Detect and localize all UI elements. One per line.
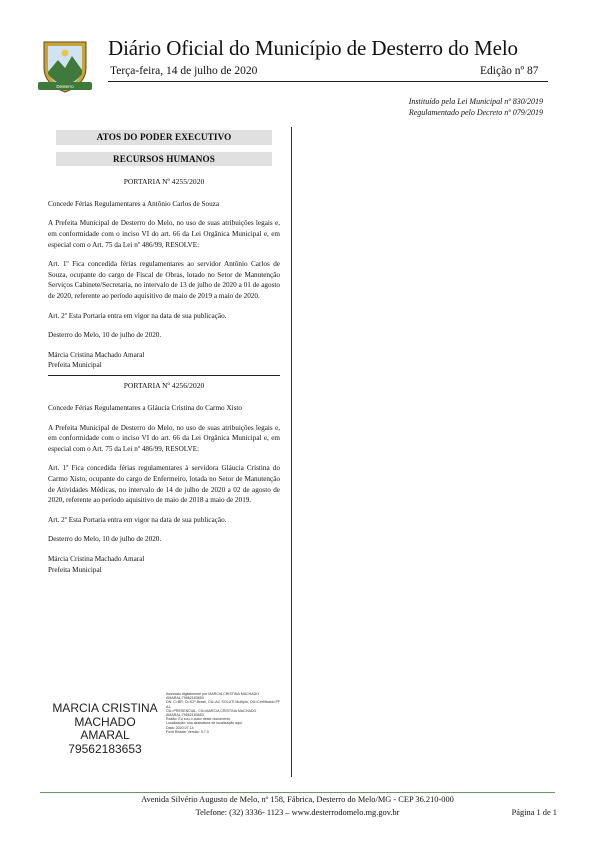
municipal-crest-icon (36, 38, 94, 96)
newspaper-title: Diário Oficial do Município de Desterro do Melo (108, 36, 518, 60)
page-number: Página 1 de 1 (511, 808, 557, 817)
signature-meta-line: DN: C=BR, O=ICP-Brasil, OU=AC SOLUTI Multipla, OU=Certificado PF A1, (166, 700, 281, 709)
signature-meta-line: Data: 2020.07.14 (166, 725, 194, 730)
digital-signature-stamp (48, 692, 281, 756)
portaria-number: PORTARIA Nº 4256/2020 (123, 381, 205, 391)
crest-ribbon-text: Desterro (56, 84, 74, 89)
column-divider (291, 127, 292, 777)
subsection-heading: RECURSOS HUMANOS (56, 152, 272, 167)
portaria-place-date: Desterro do Melo, 10 de julho de 2020. (48, 535, 162, 544)
portaria-summary: Concede Férias Regulamentares a Gláucia Cristina do Carmo Xisto (48, 404, 243, 412)
regulated-note: Regulamentado pelo Decreto nº 079/2019 (408, 108, 543, 117)
portaria-summary: Concede Férias Regulamentares a Antônio Carlos de Souza (48, 199, 220, 208)
signature-meta-line: Assinado digitalmente por MARCIA CRISTINA MACHADO AMARAL:79562183653 (166, 692, 260, 701)
portaria-block (48, 381, 280, 575)
portaria-article-1: Art. 1º Fica concedida férias regulamentares à servidora Gláucia Cristina do Carmo Xisto, ocupante do cargo de Enfermeiro, lotada no Setor de Manutenção de Atividades Médicas, no intervalo de 14 de julho de 2020 a 02 de agosto de 2020, referente ao período aquisitivo de maio de 2018 a maio de 2019. (48, 464, 280, 505)
signature-name-line-2: MACHADO AMARAL (74, 714, 136, 742)
portaria-preamble: A Prefeita Municipal de Desterro do Melo, no uso de suas atribuições legais e, em conformidade com o inciso VI do art. 66 da Lei Orgânica Municipal e, em especial com o Art. 75 da Lei nº 486/99, RESOLVE: (48, 219, 280, 249)
header-divider (108, 81, 548, 82)
issue-date: Terça-feira, 14 de julho de 2020 (110, 65, 258, 77)
footer-address: Avenida Silvério Augusto de Melo, nº 158, Fábrica, Desterro do Melo/MG - CEP 36.210-000 (141, 795, 454, 804)
footer-contact: Telefone: (32) 3336- 1123 – www.desterrodomelo.mg.gov.br (195, 808, 400, 817)
portaria-article-2: Art. 2º Esta Portaria entra em vigor na data de sua publicação. (48, 515, 227, 524)
portaria-place-date: Desterro do Melo, 10 de julho de 2020. (48, 331, 162, 340)
portaria-article-1: Art. 1º Fica concedida férias regulamentares ao servidor Antônio Carlos de Souza, ocupante do cargo de Fiscal de Obras, lotado no Setor de Manutenção Serviços Cabinete/Secretaria, no intervalo de 13 de julho de 2020 a 01 de agosto de 2020, referente ao período aquisitivo de maio de 2019 a maio de 2020. (48, 260, 280, 300)
signature-meta-line: OU=PRESENCIAL, CN=MARCIA CRISTINA MACHADO AMARAL:79562183653 (166, 708, 257, 718)
signature-id-number: 79562183653 (68, 741, 142, 756)
signer-name: Márcia Cristina Machado Amaral (48, 554, 145, 563)
signature-name (50, 702, 160, 756)
portaria-preamble: A Prefeita Municipal de Desterro do Melo, no uso de suas atribuições legais e, em conformidade com o inciso VI do art. 66 da Lei Orgânica Municipal e, em especial com o Art. 75 da Lei nº 486/99, RESOLVE: (48, 423, 280, 453)
signer-title: Prefeita Municipal (48, 361, 102, 370)
edition-number: Edição nº 87 (480, 65, 539, 77)
signer-name: Márcia Cristina Machado Amaral (48, 350, 145, 359)
portaria-number: PORTARIA Nº 4255/2020 (123, 177, 205, 187)
signature-meta-line: Foxit Reader Versão: 9.7.0 (166, 729, 209, 734)
portaria-block (48, 177, 280, 376)
footer-divider (40, 792, 555, 793)
main-column (48, 130, 280, 575)
signature-meta-line: Localização: sua assinatura de localização aqui (166, 721, 242, 726)
portaria-article-2: Art. 2º Esta Portaria entra em vigor na data de sua publicação. (48, 311, 227, 320)
signer-title: Prefeita Municipal (48, 565, 102, 574)
instituted-note: Instituído pela Lei Municipal nº 830/2019 (408, 97, 543, 106)
portaria-separator (48, 375, 280, 377)
section-heading: ATOS DO PODER EXECUTIVO (56, 130, 272, 145)
signature-metadata (166, 692, 282, 734)
signature-name-line-1: MARCIA CRISTINA (52, 701, 158, 715)
signature-meta-line: Razão: Eu sou o autor deste documento (166, 717, 231, 722)
